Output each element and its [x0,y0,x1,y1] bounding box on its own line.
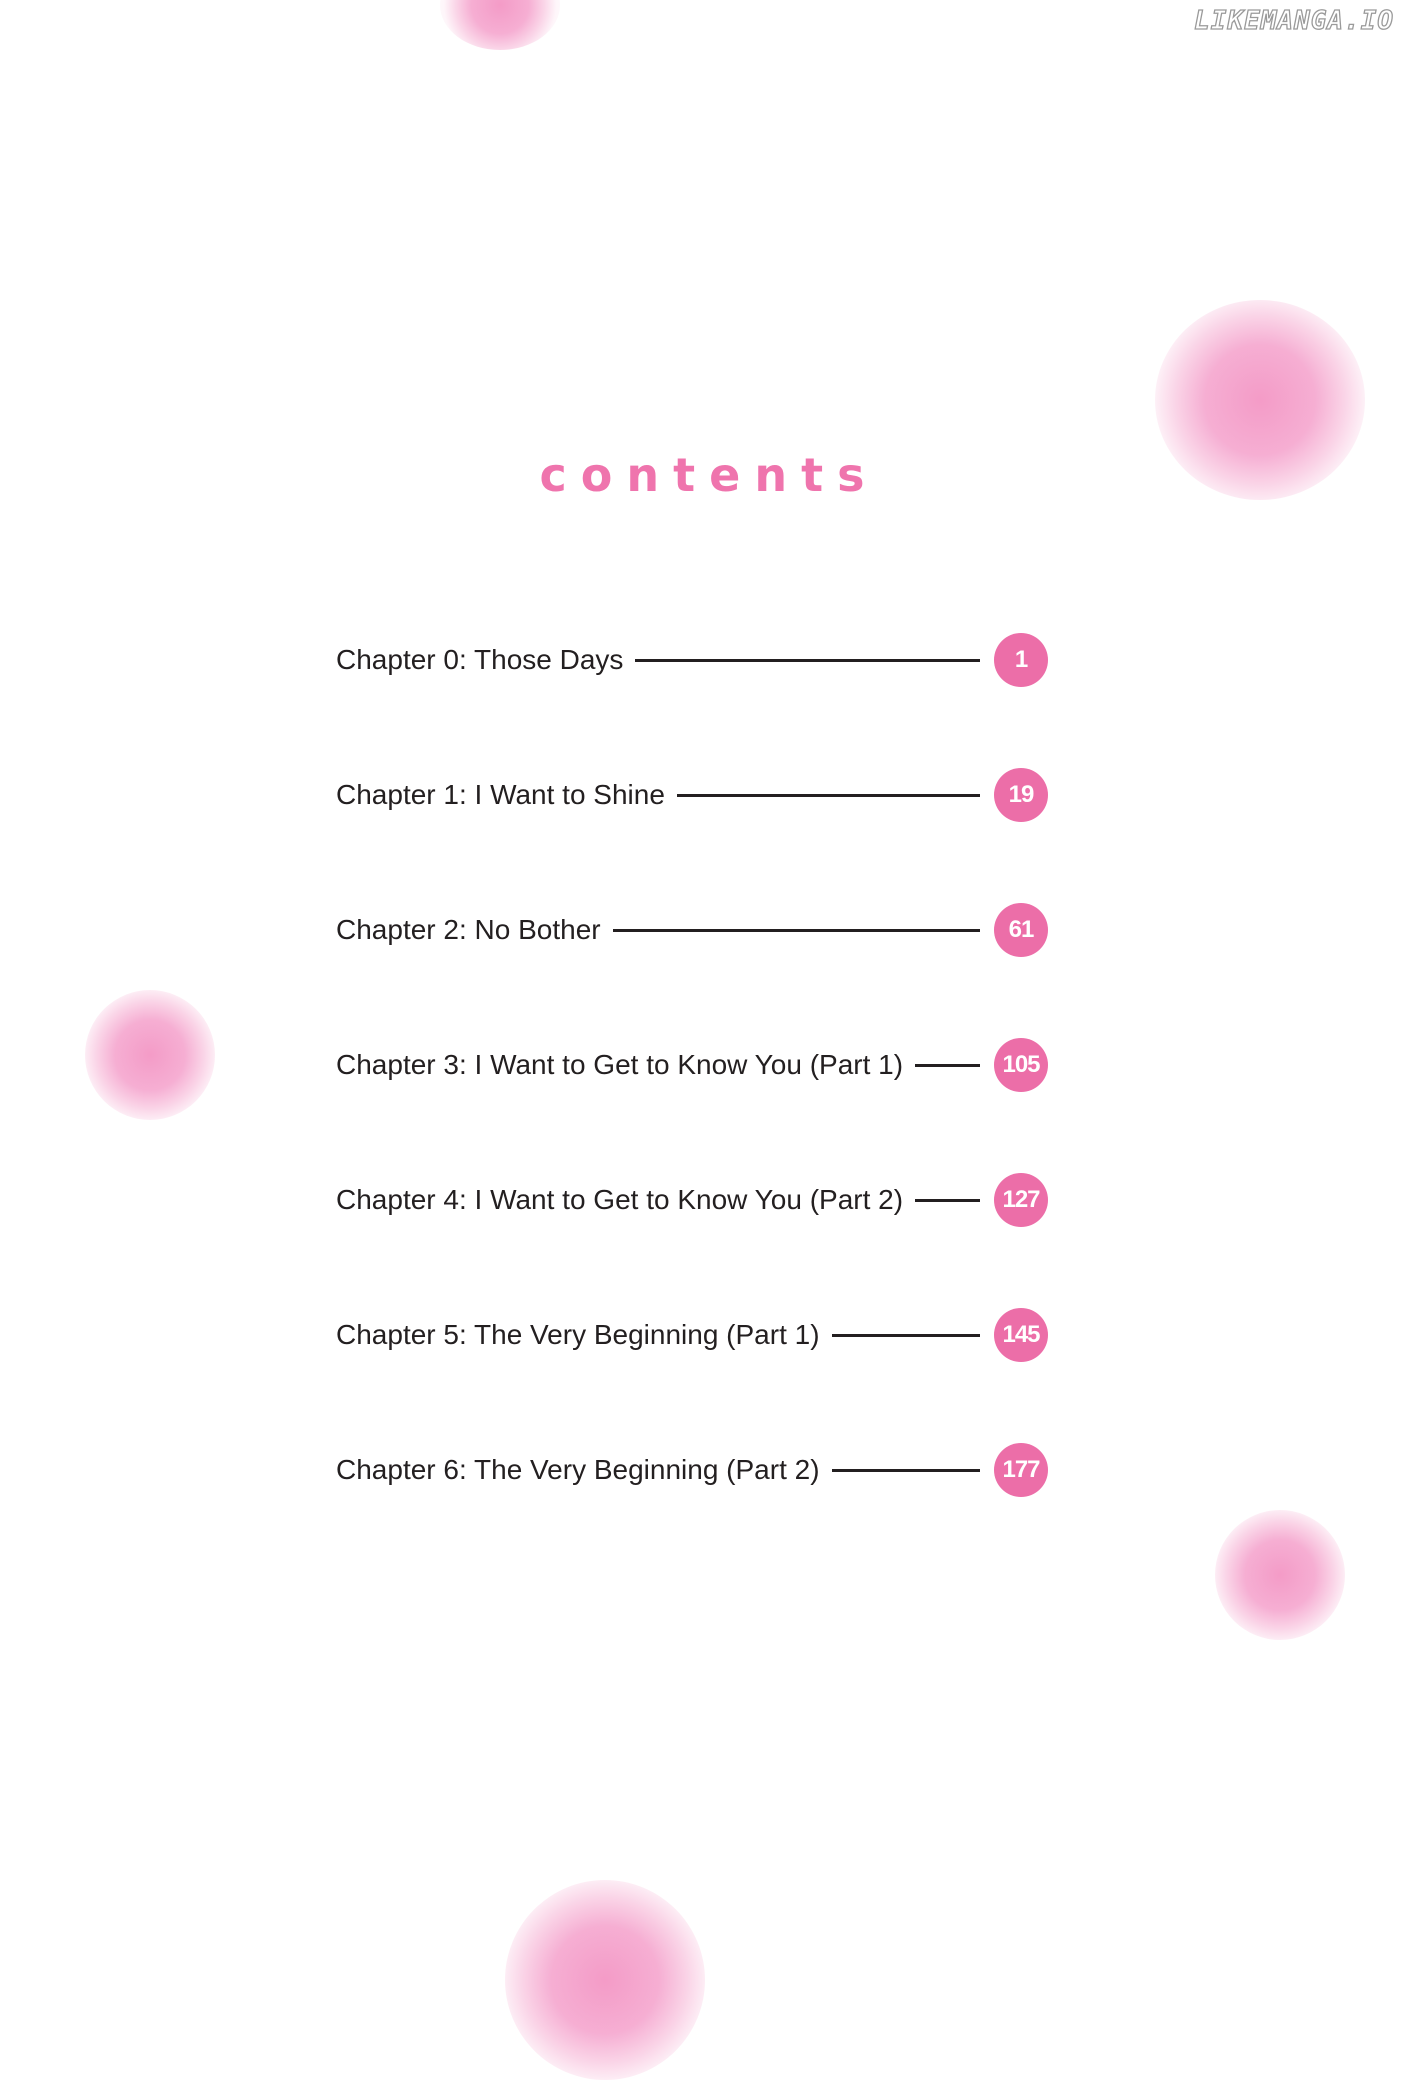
toc-page-badge: 61 [994,903,1048,957]
toc-entry[interactable] [336,632,1048,688]
toc-entry-title: Chapter 4: I Want to Get to Know You (Part 2) [336,1184,904,1215]
toc-entry-title: Chapter 2: No Bother [336,914,601,945]
toc-entry-title: Chapter 1: I Want to Shine [336,779,665,810]
toc-entry[interactable] [336,1442,1048,1498]
toc-page-badge: 127 [994,1173,1048,1227]
toc-entry-title: Chapter 3: I Want to Get to Know You (Part 1) [336,1049,904,1080]
toc-page-badge: 177 [994,1443,1048,1497]
toc-leader-line [677,794,980,797]
toc-leader-line [832,1469,980,1472]
toc-entry[interactable] [336,1307,1048,1363]
decorative-pink-dot [1215,1510,1345,1640]
toc-page-badge: 1 [994,633,1048,687]
toc-entry-title: Chapter 5: The Very Beginning (Part 1) [336,1319,820,1350]
toc-leader-line [613,929,980,932]
toc-entry-title: Chapter 0: Those Days [336,644,624,675]
page-title: contents [539,448,879,502]
watermark: LIKEMANGA.IO [1194,6,1394,36]
toc-entry[interactable] [336,902,1048,958]
table-of-contents [336,0,1056,2000]
toc-leader-line [915,1064,980,1067]
toc-page-badge: 105 [994,1038,1048,1092]
toc-leader-line [832,1334,980,1337]
toc-page-badge: 145 [994,1308,1048,1362]
toc-leader-line [915,1199,980,1202]
toc-leader-line [635,659,980,662]
toc-page-badge: 19 [994,768,1048,822]
toc-entry[interactable] [336,1172,1048,1228]
toc-entry[interactable] [336,767,1048,823]
decorative-pink-dot [85,990,215,1120]
toc-entry[interactable] [336,1037,1048,1093]
toc-entry-title: Chapter 6: The Very Beginning (Part 2) [336,1454,820,1485]
